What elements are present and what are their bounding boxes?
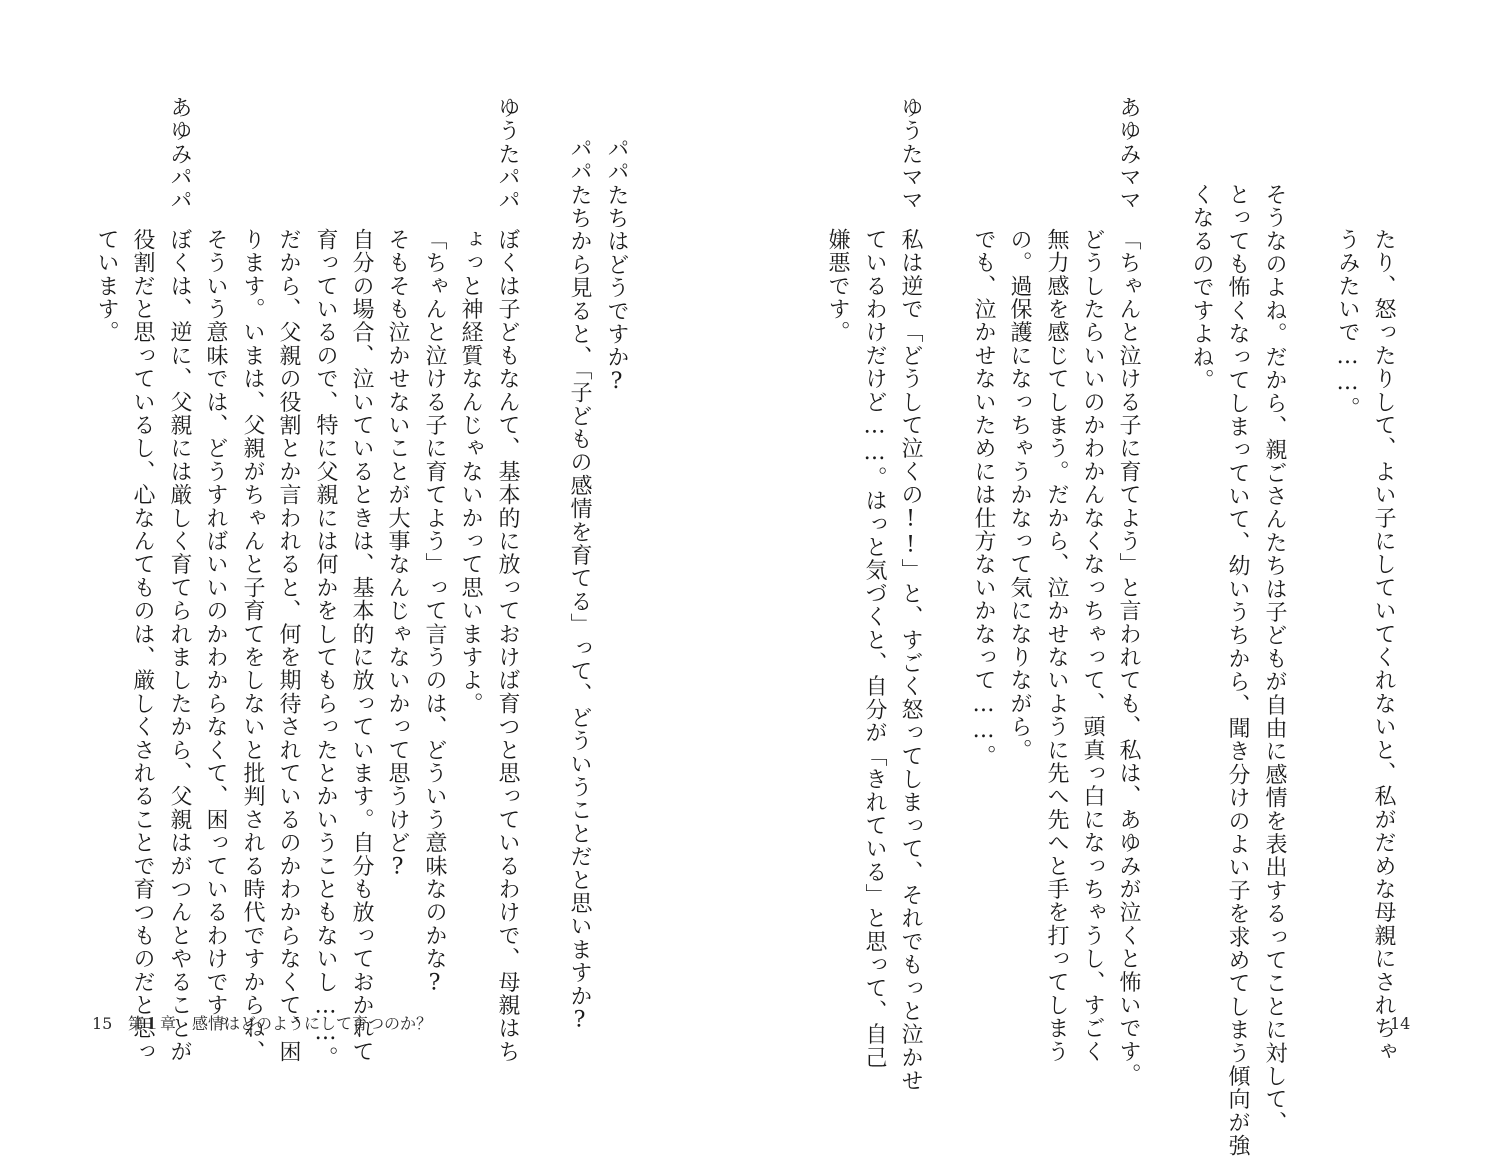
text-line: そういう意味では、どうすればいいのかわからなくて、困っているわけです。 [203, 228, 228, 1040]
text-line: ります。いまは、父親がちゃんと子育てをしないと批判される時代ですからね、 [240, 228, 265, 1064]
page-number: 14 [1390, 1014, 1411, 1033]
speaker-label: あゆみパパ [167, 96, 192, 212]
text-line: ぼくは、逆に、父親には厳しく育てられましたから、父親はがつんとやることが [167, 228, 192, 1064]
text-line: パパたちから見ると、「子どもの感情を育てる」って、どういうことだと思いますか? [567, 137, 592, 1034]
speaker-label: ゆうたパパ [495, 96, 520, 212]
text-line: 嫌悪です。 [825, 228, 850, 344]
text-line: ょっと神経質なんじゃないかって思いますよ。 [458, 228, 483, 716]
running-head: 第１章 感情はどのようにして育つのか？ [128, 1014, 433, 1033]
text-line: 「ちゃんと泣ける子に育てよう」って言うのは、どういう意味なのかな? [422, 228, 447, 997]
speaker-label: ゆうたママ [898, 96, 923, 212]
text-line: ぼくは子どもなんて、基本的に放っておけば育つと思っているわけで、母親はち [495, 228, 520, 1064]
text-line: の。過保護になっちゃうかなって気になりながら。 [1007, 228, 1032, 762]
text-line: ているわけだけど……。はっと気づくと、自分が「きれている」と思って、自己 [862, 228, 887, 1070]
text-line: 自分の場合、泣いているときは、基本的に放っています。自分も放っておかれて [349, 228, 374, 1064]
text-line: どうしたらいいのかわかんなくなっちゃって、頭真っ白になっちゃうし、すごく [1080, 228, 1105, 1064]
text-line: そもそも泣かせないことが大事なんじゃないかって思うけど? [385, 228, 410, 881]
text-line: でも、泣かせないためには仕方ないかなって……。 [971, 228, 996, 768]
text-line: 「ちゃんと泣ける子に育てよう」と言われても、私は、あゆみが泣くと怖いです。 [1116, 228, 1141, 1087]
text-line: ています。 [94, 228, 119, 344]
text-line: 私は逆で「どうして泣くの!!」と、すごく怒ってしまって、それでもっと泣かせ [898, 228, 923, 1093]
page-number: 15 [92, 1014, 113, 1033]
text-line: とっても怖くなってしまっていて、幼いうちから、聞き分けのよい子を求めてしまう傾向が強 [1225, 183, 1250, 1157]
text-line: パパたちはどうですか? [604, 137, 629, 396]
text-line: うみたいで……。 [1335, 228, 1360, 420]
text-line: だから、父親の役割とか言われると、何を期待されているのかわからなくて、困 [276, 228, 301, 1064]
speaker-label: あゆみママ [1116, 96, 1141, 212]
text-line: くなるのですよね。 [1189, 183, 1214, 392]
text-line: たり、怒ったりして、よい子にしていてくれないと、私がだめな母親にされちゃ [1371, 228, 1396, 1064]
text-line: 無力感を感じてしまう。だから、泣かせないように先へ先へと手を打ってしまう [1044, 228, 1069, 1064]
text-line: そうなのよね。だから、親ごさんたちは子どもが自由に感情を表出するってことに対して、 [1262, 183, 1287, 1135]
text-line: 育っているので、特に父親には何かをしてもらったとかいうこともないし……。 [313, 228, 338, 1070]
text-line: 役割だと思っているし、心なんてものは、厳しくされることで育つものだと思っ [130, 228, 155, 1064]
